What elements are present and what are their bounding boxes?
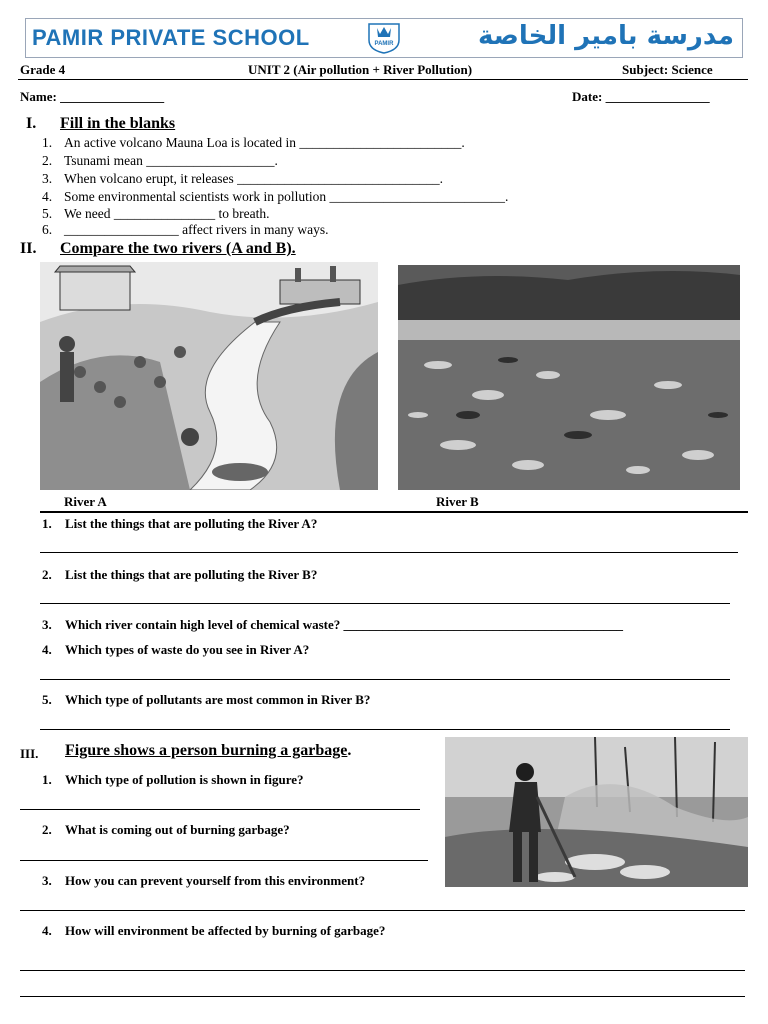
question-text: Which types of waste do you see in River A? [65,642,310,657]
river-a-caption: River A [64,494,107,509]
question-num: 4. [42,642,52,657]
question-text: What is coming out of burning garbage? [65,822,290,837]
answer-line[interactable] [20,910,745,911]
answer-line[interactable] [40,679,730,680]
question-text: List the things that are polluting the River A? [65,516,318,531]
blank-item[interactable]: An active volcano Mauna Loa is located in ________________________. [64,135,465,150]
header-divider [18,79,748,80]
question-num: 4. [42,923,52,938]
question-text: Which type of pollution is shown in figure? [65,772,304,787]
section-3-title: Figure shows a person burning a garbage. [65,742,352,759]
question-num: 1. [42,516,52,531]
blank-item[interactable]: We need _______________ to breath. [64,206,270,221]
blank-item-num: 1. [42,135,53,150]
school-banner [25,18,743,58]
blank-item[interactable]: _________________ affect rivers in many ways. [64,222,329,237]
unit-label: UNIT 2 (Air pollution + River Pollution) [248,62,473,77]
question-num: 2. [42,567,52,582]
blank-item[interactable]: Some environmental scientists work in pollution __________________________. [64,189,509,204]
burning-garbage-photo [445,737,748,887]
question-text[interactable]: Which river contain high level of chemical waste? ___________________________________________ [65,617,624,632]
subject-label: Subject: Science [622,62,713,77]
blank-item-num: 5. [42,206,53,221]
section-2-title: Compare the two rivers (A and B). [60,240,296,257]
answer-line[interactable] [20,996,745,997]
blank-item-num: 6. [42,222,53,237]
section-2-divider [40,511,748,513]
blank-item-num: 4. [42,189,53,204]
question-text: List the things that are polluting the River B? [65,567,318,582]
blank-item-num: 3. [42,171,53,186]
school-crest-icon [365,22,403,54]
question-num: 3. [42,873,52,888]
section-1-title: Fill in the blanks [60,115,176,132]
question-text: How will environment be affected by burning of garbage? [65,923,386,938]
answer-line[interactable] [20,809,420,810]
crest-label: PAMIR [374,41,394,47]
school-name-arabic: مدرسة بامير الخاصة [477,21,734,51]
question-num: 1. [42,772,52,787]
question-num: 5. [42,692,52,707]
blank-item-num: 2. [42,153,53,168]
question-text: Which type of pollutants are most common in River B? [65,692,371,707]
river-b-photo [398,265,740,490]
section-3-numeral: III. [20,746,39,761]
blank-item[interactable]: Tsunami mean ___________________. [64,153,278,168]
date-field[interactable]: Date: ________________ [572,89,710,104]
river-a-illustration [40,262,378,490]
blank-item[interactable]: When volcano erupt, it releases ______________________________. [64,171,444,186]
answer-line[interactable] [40,603,730,604]
question-text: How you can prevent yourself from this environment? [65,873,366,888]
answer-line[interactable] [20,860,428,861]
answer-line[interactable] [40,552,738,553]
question-num: 2. [42,822,52,837]
answer-line[interactable] [40,729,730,730]
answer-line[interactable] [20,970,745,971]
section-2-numeral: II. [20,240,37,257]
river-b-caption: River B [436,494,479,509]
section-1-numeral: I. [26,115,37,132]
name-field[interactable]: Name: ________________ [20,89,165,104]
school-name-english: PAMIR PRIVATE SCHOOL [32,25,310,50]
question-num: 3. [42,617,52,632]
grade-label: Grade 4 [20,62,66,77]
